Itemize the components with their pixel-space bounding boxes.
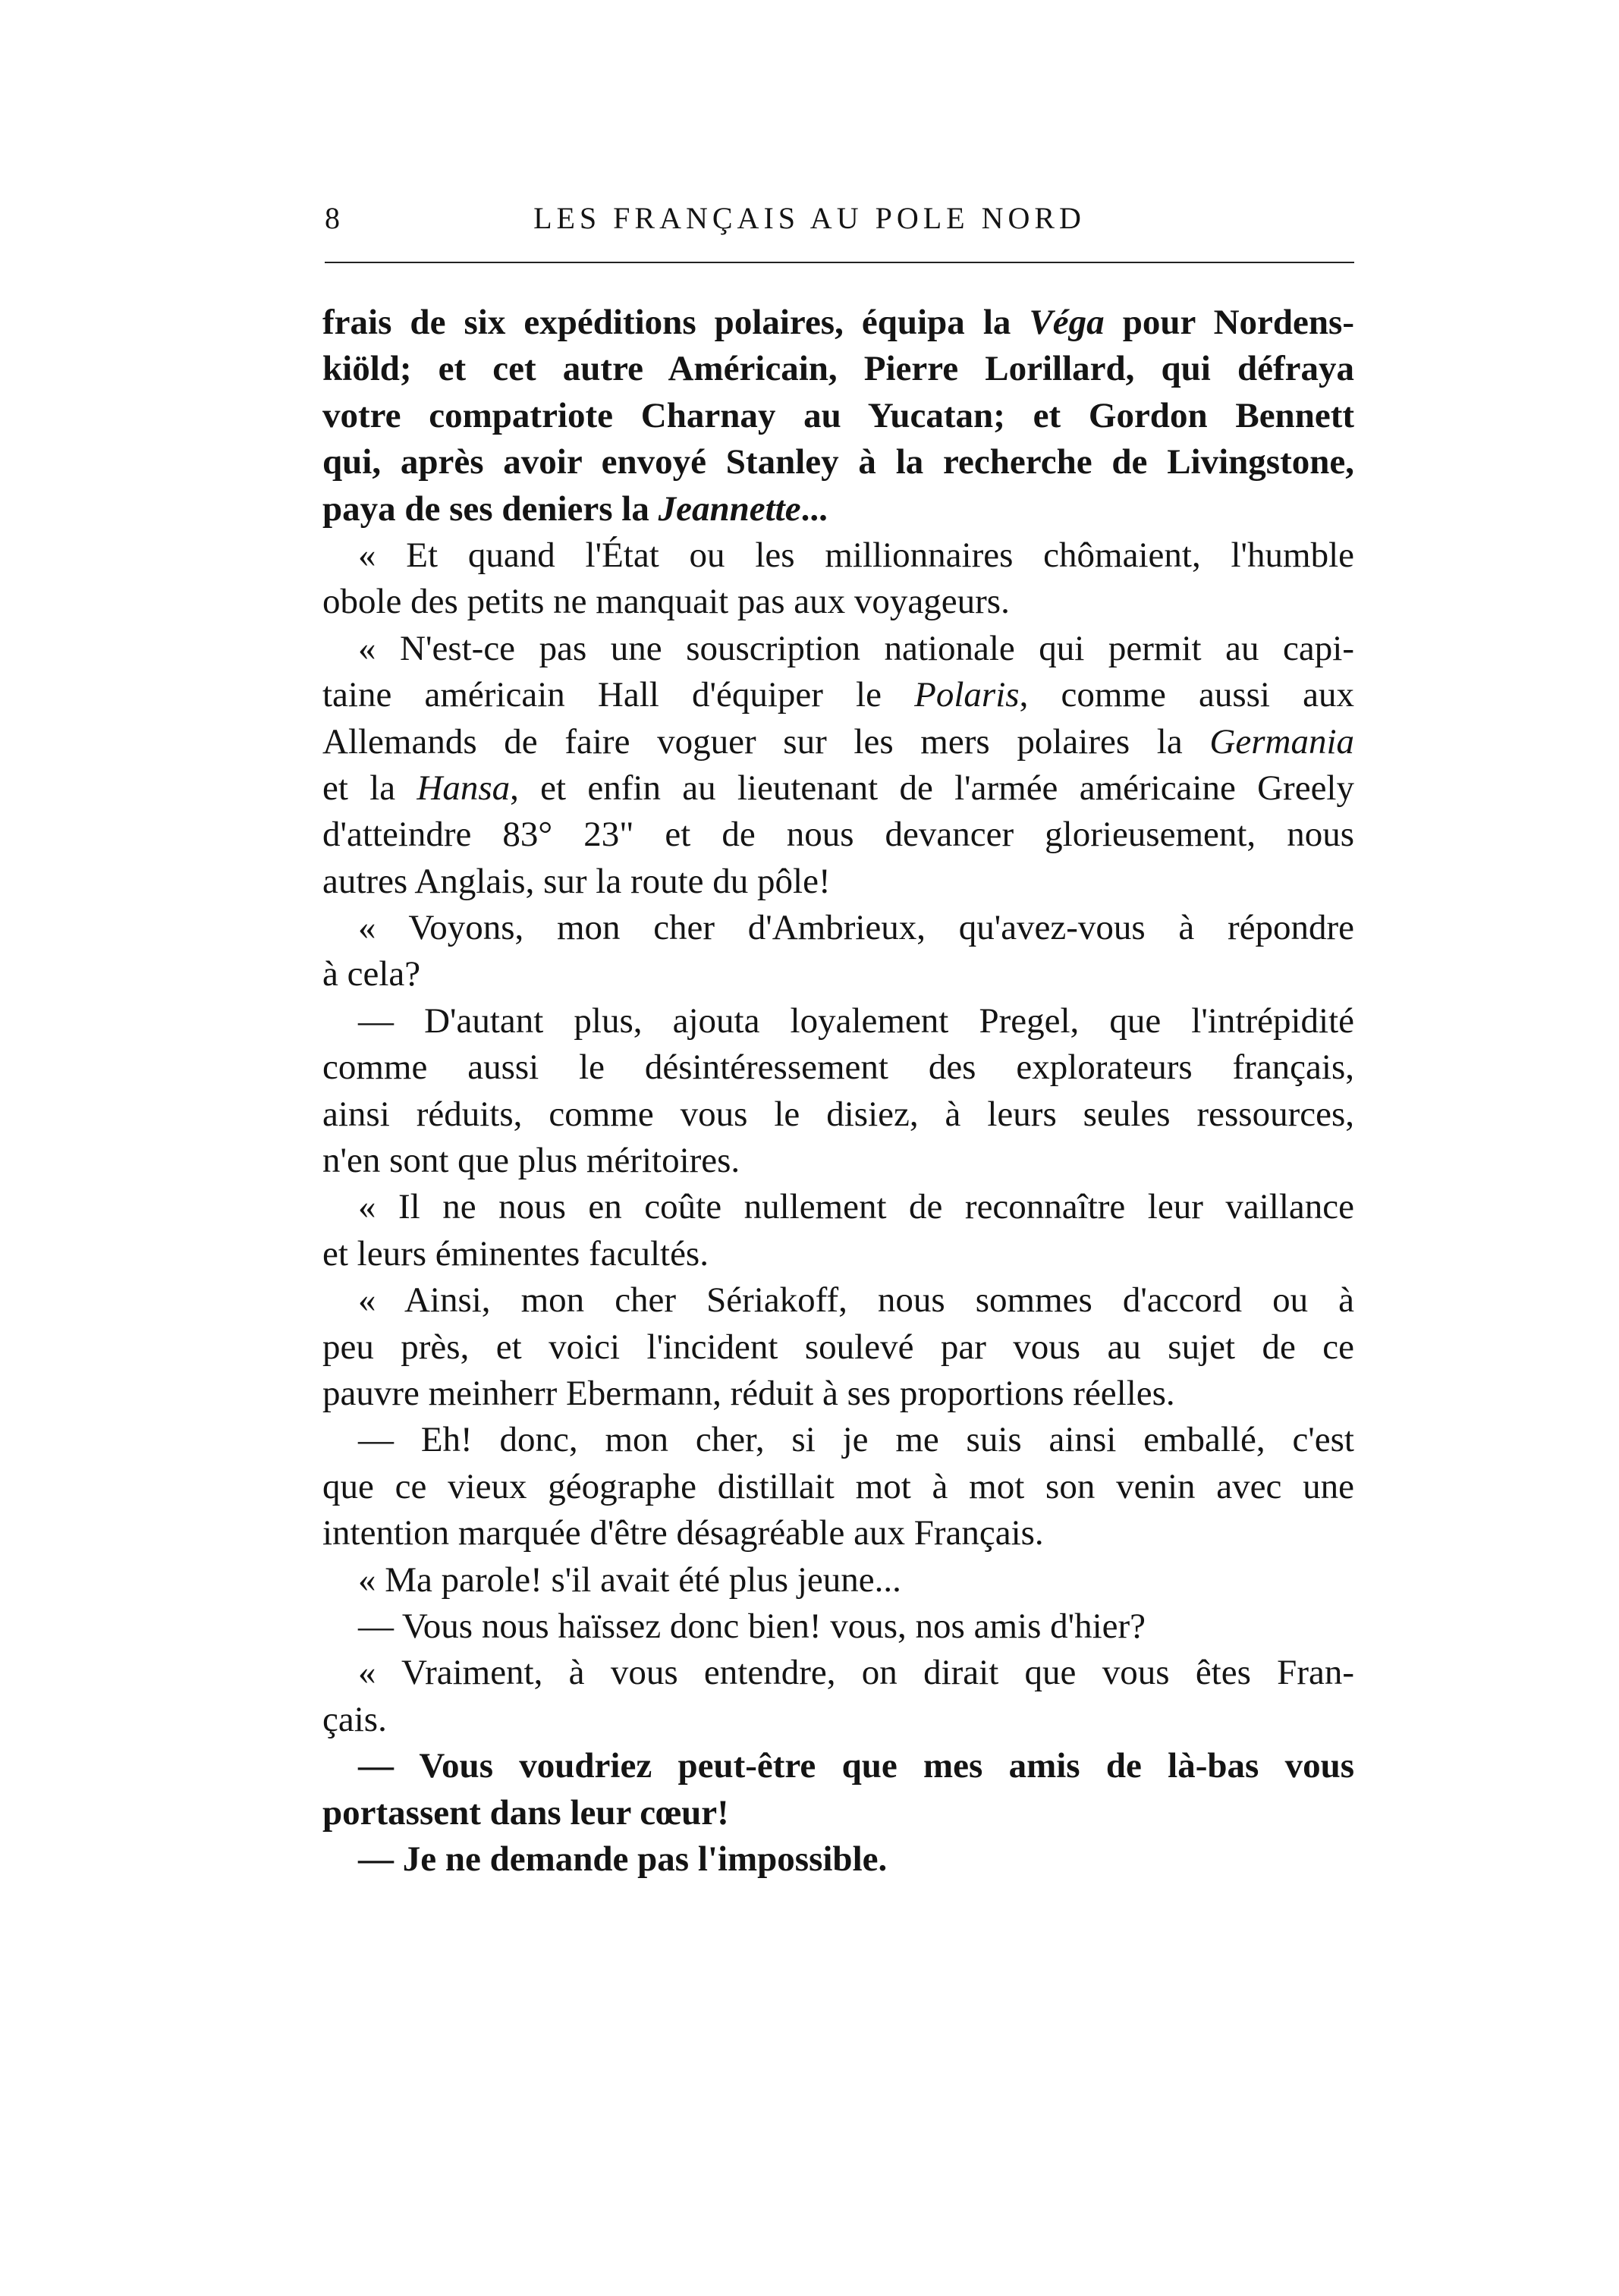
text-run: — Eh! donc, mon cher, si je me suis ainsi emballé, c'est xyxy=(358,1420,1354,1460)
text-line xyxy=(322,1231,1354,1277)
text-line xyxy=(322,393,1354,439)
text-run: ainsi réduits, comme vous le disiez, à leurs seules ressources, xyxy=(322,1094,1354,1134)
text-line xyxy=(322,1138,1354,1184)
text-run: Allemands de faire voguer sur les mers polaires la xyxy=(322,721,1210,762)
text-line xyxy=(322,812,1354,858)
text-line xyxy=(322,1510,1354,1556)
text-line xyxy=(322,346,1354,392)
text-run: « N'est-ce pas une souscription nationale qui permit au capi- xyxy=(358,628,1354,668)
text-run: et leurs éminentes facultés. xyxy=(322,1233,709,1274)
text-run: frais de six expéditions polaires, équipa la xyxy=(322,303,1030,342)
text-run: taine américain Hall d'équiper le xyxy=(322,675,915,715)
body-text xyxy=(322,300,1354,1883)
running-title: LES FRANÇAIS AU POLE NORD xyxy=(533,201,1086,235)
text-run: — D'autant plus, ajouta loyalement Pregel, que l'intrépidité xyxy=(358,1000,1354,1041)
text-line xyxy=(322,905,1354,951)
text-run: « Et quand l'État ou les millionnaires chômaient, l'humble xyxy=(358,535,1354,575)
text-run: « Vraiment, à vous entendre, on dirait que vous êtes Fran- xyxy=(358,1653,1354,1693)
text-run: kiöld; et cet autre Américain, Pierre Lorillard, qui défraya xyxy=(322,349,1354,389)
text-line xyxy=(322,1091,1354,1138)
text-line xyxy=(322,1557,1354,1603)
text-run: et la xyxy=(322,768,417,808)
text-line xyxy=(322,1790,1354,1836)
text-line xyxy=(322,439,1354,485)
text-run: ... xyxy=(800,488,828,529)
text-line xyxy=(322,672,1354,718)
italic-title: Hansa xyxy=(417,768,511,808)
text-run: pauvre meinherr Ebermann, réduit à ses proportions réelles. xyxy=(322,1373,1175,1413)
italic-title: Germania xyxy=(1209,721,1354,762)
text-run: intention marquée d'être désagréable aux Français. xyxy=(322,1513,1044,1553)
text-run: , comme aussi aux xyxy=(1019,675,1354,715)
text-line xyxy=(322,951,1354,997)
text-line xyxy=(322,1464,1354,1510)
page-number: 8 xyxy=(325,201,340,235)
text-run: peu près, et voici l'incident soulevé par vous au sujet de ce xyxy=(322,1327,1354,1367)
text-line xyxy=(322,719,1354,765)
text-run: « Ainsi, mon cher Sériakoff, nous sommes d'accord ou à xyxy=(358,1280,1354,1321)
text-line xyxy=(322,300,1354,346)
text-run: — Vous voudriez peut-être que mes amis de là-bas vous xyxy=(358,1746,1354,1786)
text-run: « Voyons, mon cher d'Ambrieux, qu'avez-vous à répondre xyxy=(358,908,1354,948)
text-line xyxy=(322,765,1354,812)
text-line xyxy=(322,1836,1354,1883)
text-run: votre compatriote Charnay au Yucatan; et Gordon Bennett xyxy=(322,395,1354,435)
text-run: — Je ne demande pas l'impossible. xyxy=(358,1839,888,1879)
text-run: à cela? xyxy=(322,954,421,994)
text-run: paya de ses deniers la xyxy=(322,488,659,529)
text-line xyxy=(322,1603,1354,1650)
text-line xyxy=(322,859,1354,905)
text-line xyxy=(322,1277,1354,1324)
text-run: portassent dans leur cœur! xyxy=(322,1792,729,1833)
text-line xyxy=(322,579,1354,625)
text-run: d'atteindre 83° 23" et de nous devancer glorieusement, nous xyxy=(322,815,1354,855)
text-run: obole des petits ne manquait pas aux voyageurs. xyxy=(322,582,1010,622)
text-run: çais. xyxy=(322,1699,387,1739)
text-run: que ce vieux géographe distillait mot à mot son venin avec une xyxy=(322,1466,1354,1506)
text-run: , et enfin au lieutenant de l'armée américaine Greely xyxy=(510,768,1354,808)
text-run: « Il ne nous en coûte nullement de reconnaître leur vaillance xyxy=(358,1187,1354,1227)
text-line xyxy=(322,1044,1354,1091)
page-header xyxy=(0,196,1619,241)
text-run: « Ma parole! s'il avait été plus jeune... xyxy=(358,1559,901,1600)
header-rule xyxy=(325,262,1354,263)
text-line xyxy=(322,1697,1354,1743)
text-line xyxy=(322,1417,1354,1463)
text-run: — Vous nous haïssez donc bien! vous, nos amis d'hier? xyxy=(358,1606,1146,1646)
text-line xyxy=(322,1743,1354,1789)
text-line xyxy=(322,532,1354,579)
text-line xyxy=(322,1324,1354,1371)
text-run: qui, après avoir envoyé Stanley à la recherche de Livingstone, xyxy=(322,442,1354,482)
text-line xyxy=(322,998,1354,1044)
italic-title: Jeannette xyxy=(658,488,801,529)
text-run: comme aussi le désintéressement des explorateurs français, xyxy=(322,1047,1354,1088)
text-run: n'en sont que plus méritoires. xyxy=(322,1141,740,1181)
text-line xyxy=(322,1650,1354,1696)
italic-title: Véga xyxy=(1029,303,1105,342)
text-line xyxy=(322,486,1354,532)
text-line xyxy=(322,1184,1354,1230)
text-line xyxy=(322,626,1354,672)
text-run: pour Nordens- xyxy=(1104,303,1354,342)
text-line xyxy=(322,1371,1354,1417)
text-run: autres Anglais, sur la route du pôle! xyxy=(322,861,831,901)
italic-title: Polaris xyxy=(914,675,1020,715)
